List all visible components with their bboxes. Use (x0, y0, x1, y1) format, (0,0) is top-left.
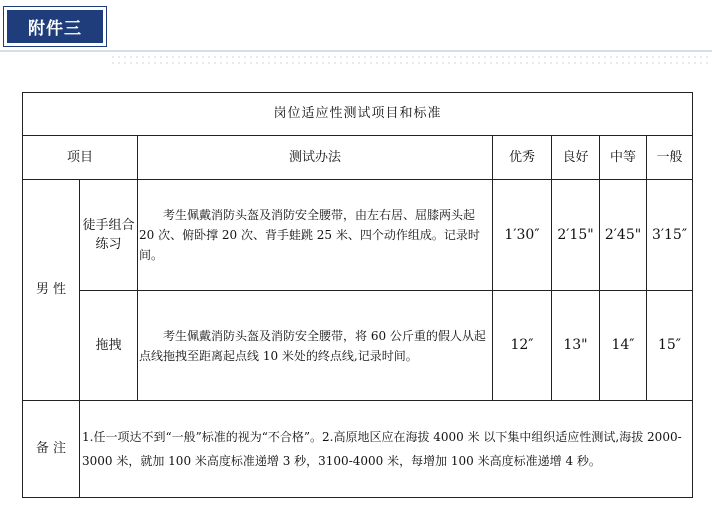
item-name: 拖拽 (80, 291, 138, 401)
score-medium: 14″ (600, 291, 647, 401)
remark-label: 备 注 (23, 401, 80, 498)
column-header-normal: 一般 (647, 136, 693, 180)
score-good: 13" (552, 291, 600, 401)
method-text (138, 291, 493, 401)
score-normal: 3′15″ (647, 180, 693, 291)
table-row (23, 180, 693, 291)
method-text (138, 180, 493, 291)
attachment-badge (3, 6, 107, 47)
score-good: 2′15" (552, 180, 600, 291)
column-header-excellent: 优秀 (493, 136, 552, 180)
score-excellent: 12″ (493, 291, 552, 401)
column-header-medium: 中等 (600, 136, 647, 180)
attachment-badge-label: 附件三 (7, 10, 103, 43)
column-header-item: 项目 (23, 136, 138, 180)
method-text-content: 考生佩戴消防头盔及消防安全腰带，由左右居、屈膝两头起 20 次、俯卧撑 20 次、背手蛙跳 25 米、四个动作组成。记录时间。 (139, 208, 480, 262)
score-medium: 2′45" (600, 180, 647, 291)
standards-table (22, 92, 693, 498)
table-title: 岗位适应性测试项目和标准 (23, 93, 693, 136)
remark-row (23, 401, 693, 498)
score-normal: 15″ (647, 291, 693, 401)
score-excellent: 1′30″ (493, 180, 552, 291)
item-name: 徒手组合练习 (80, 180, 138, 291)
remark-text: 1.任一项达不到“一般”标准的视为“不合格”。2.高原地区应在海拔 4000 米 以下集中组织适应性测试,海拔 2000-3000 米，就加 100 米高度标准递增 3 秒，3100-4000 米，每增加 100 米高度标准递增 4 秒。 (80, 401, 693, 498)
column-header-good: 良好 (552, 136, 600, 180)
header-dot-pattern (110, 54, 712, 64)
method-text-content: 考生佩戴消防头盔及消防安全腰带，将 60 公斤重的假人从起点线拖拽至距离起点线 10 米处的终点线,记录时间。 (139, 328, 486, 363)
table-row (23, 291, 693, 401)
gender-cell: 男 性 (23, 180, 80, 401)
header-divider (0, 50, 712, 52)
column-header-method: 测试办法 (138, 136, 493, 180)
